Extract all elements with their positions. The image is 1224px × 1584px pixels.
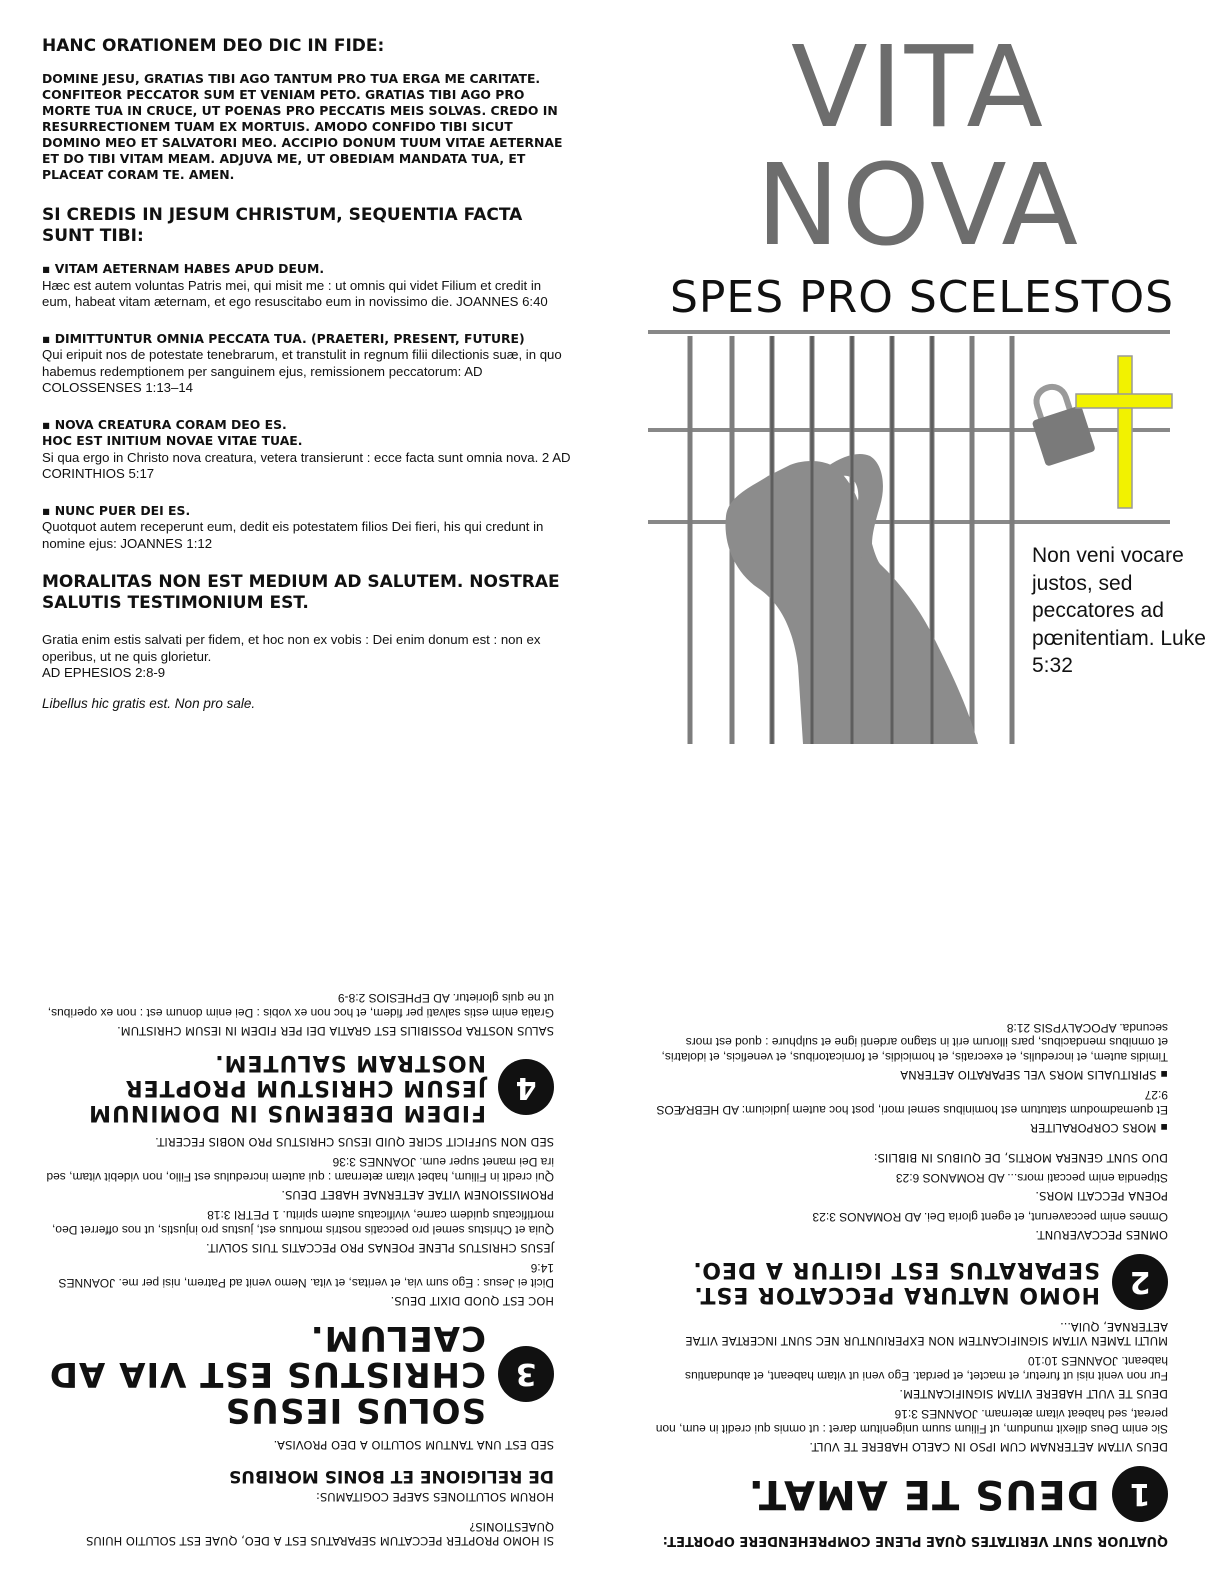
step-1-quote: Sic enim Deus dilexit mundum, ut Filium suum unigenitum daret : ut omnis qui credit in eum, non pereat, sed habeat vitam æternam. JOANNES 3:16 [655,1407,1168,1436]
step-3 [40,1320,554,1428]
fact-title: ▪ NOVA CREATURA CORAM DEO ES. HOC EST INITIUM NOVAE VITAE TUAE. [42,416,303,448]
fact-title: ▪ DIMITTUNTUR OMNIA PECCATA TUA. (PRAETERI, PRESENT, FUTURE) [42,330,525,346]
inner-panel-steps-3-4 [0,792,612,1584]
back-panel [0,0,612,792]
morality-quote-ref: AD EPHESIOS 2:8-9 [42,665,166,680]
cover-panel [612,0,1224,792]
fact-body: Hæc est autem voluntas Patris mei, qui misit me : ut omnis qui videt Filium et credit in eum, habeat vitam æternam, et ego resuscitabo eum in novissimo die. JOANNES 6:40 [42,277,548,309]
common-solutions-label: HORUM SOLUTIONES SAEPE COGITAMUS: [316,1490,554,1504]
fact-body: Si qua ergo in Christo nova creatura, vetera transierunt : ecce facta sunt omnia nova. 2 AD CORINTHIOS 5:17 [42,449,571,481]
step-number-badge: 3 [498,1346,554,1402]
step-2-point: ▪ MORS CORPORALITER [652,1121,1168,1135]
cover-title-line2: NOVA [755,141,1081,271]
step-2-point: OMNES PECCAVERUNT. [1035,1228,1168,1242]
step-4 [40,1050,554,1125]
fact-body: Quotquot autem receperunt eum, dedit eis potestatem filios Dei fieri, his qui credunt in nomine ejus: JOANNES 1:12 [42,519,544,551]
step-number-badge: 1 [1112,1466,1168,1522]
step-1-quote: Fur non venit nisi ut furetur, et mactet, et perdat. Ego veni ut vitam habeant, et abundantius habeant. JOANNES 10:10 [685,1354,1168,1383]
step-3-quote: Quia et Christus semel pro peccatis nostris mortuus est, justus pro injustis, ut nos offerret Deo, mortificatus quidem carne, vivificatus autem spiritu. 1 PETRI 3:18 [52,1208,554,1237]
fact-body: Qui eripuit nos de potestate tenebrarum, et transtulit in regnum filii dilectionis suæ, in quo habemus redemptionem per sanguinem ejus, remissionem peccatorum: AD COLOSSENSES 1:13–14 [42,347,562,395]
cover-subtitle: SPES PRO SCELESTOS [669,272,1175,323]
solution-question: SI HOMO PROPTER PECCATUM SEPARATUS EST A DEO, QUAE EST SOLUTIO HUIUS QUAESTIONIS? [86,1520,554,1548]
step-1-point: DEUS VITAM AETERNAM CUM IPSO IN CAELO HABERE TE VULT. [809,1440,1168,1454]
prison-horizontal-bars [648,332,1170,522]
step-4-point: SALUS NOSTRA POSSIBILIS EST GRATIA DEI PER FIDEM IN IESUM CHRISTUM. [117,1024,554,1038]
step-2-quote: Timidis autem, et incredulis, et execratis, et homicidis, et fornicatoribus, et veneficis, et idolatris, et omnibus mendacibus, pars illorum erit in stagno ardenti igne et sulphure : quod est mors secunda. APOCALYPSIS 21:8 [661,1021,1168,1064]
step-2-quote: Omnes enim peccaverunt, et egent gloria Dei. AD ROMANOS 3:23 [812,1210,1168,1224]
step-3-quote: Qui credit in Filium, habet vitam æternam : qui autem incredulus est Filio, non videbit vitam, sed ira Dei manet super eum. JOANNES 3:36 [46,1155,554,1184]
step-3-point: PROMISSIONEM VITAE AETERNAE HABET DEUS. [281,1188,554,1202]
morality-heading: MORALITAS NON EST MEDIUM AD SALUTEM. NOSTRAE SALUTIS TESTIMONIUM EST. [42,572,560,613]
step-2-quote: Et quemadmodum statutum est hominibus semel mori, post hoc autem judicium: AD HEBRÆOS 9:27 [656,1088,1168,1117]
prayer-text: DOMINE JESU, GRATIAS TIBI AGO TANTUM PRO TUA ERGA ME CARITATE. CONFITEOR PECCATOR SUM ET VENIAM PETO. GRATIAS TIBI AGO PRO MORTE TUA IN CRUCE, UT POENAS PRO PECCATIS MEIS SOLVAS. CREDO IN RESURRECTIONEM TUAM EX MORTUIS. AMODO CONFIDO TIBI SICUT DOMINO MEO ET SALVATORI MEO. ACCIPIO DONUM TUUM VITAE AETERNAE ET DO TIBI VITAM MEAM. ADJUVA ME, UT OBEDIAM MANDATA TUA, ET PLACEAT CORAM TE. AMEN. [42,71,563,182]
fact-item [42,417,572,483]
step-3-quote: Dicit ei Jesus : Ego sum via, et veritas, et vita. Nemo venit ad Patrem, nisi per me. JOANNES 14:6 [58,1261,554,1290]
step-2-point: ▪ SPIRITUALIS MORS VEL SEPARATIO AETERNA [652,1068,1168,1082]
religion-heading: DE RELIGIONE ET BONIS MORIBUS [228,1466,554,1486]
step-2-title: HOMO NATURA PECCATOR EST. SEPARATUS EST IGITUR A DEO. [692,1257,1100,1307]
step-3-point: JESUS CHRISTUS PLENE POENAS PRO PECCATIS TUIS SOLVIT. [206,1241,554,1255]
fact-title: ▪ VITAM AETERNAM HABES APUD DEUM. [42,261,325,276]
prison-illustration [648,326,1178,746]
fact-item [42,261,572,311]
step-2-quote: Stipendia enim peccati mors... AD ROMANOS 6:23 [895,1171,1168,1186]
step-2-point: DUO SUNT GENERA MORTIS, DE QUIBUS IN BIBLIIS: [873,1151,1168,1165]
step-1-title: DEUS TE AMAT. [747,1471,1100,1517]
step-4-title: FIDEM DEBEMUS IN DOMINUM JESUM CHRISTUM PROPTER NOSTRAM SALUTEM. [88,1050,486,1125]
four-truths-intro: QUATUOR SUNT VERITATES QUAE PLENE COMPREHENDERE OPORTET: [662,1533,1168,1548]
step-1 [652,1466,1168,1522]
free-note: Libellus hic gratis est. Non pro sale. [42,695,256,711]
padlock-icon [1023,379,1096,466]
step-1-point: DEUS TE VULT HABERE VITAM SIGNIFICANTEM. [899,1387,1168,1401]
step-3-point: HOC EST QUOD DIXIT DEUS. [390,1294,554,1308]
step-3-point: SED NON SUFFICIT SCIRE QUID IESUS CHRISTUS PRO NOBIS FECERIT. [155,1135,554,1149]
prayer-heading: HANC ORATIONEM DEO DIC IN FIDE: [42,36,385,56]
step-4-quote: Gratia enim estis salvati per fidem, et hoc non ex vobis : Dei enim donum est : non ex operibus, ut ne quis glorietur. AD EPHESIOS 2:8-9 [47,991,554,1020]
step-1-point: MULTI TAMEN VITAM SIGNIFICANTEM NON EXPERIUNTUR NEC SUNT INCERTAE VITAE AETERNAE, QUIA... [685,1320,1168,1348]
step-2-point: POENA PECCATI MORS. [1035,1189,1168,1204]
fact-item [42,503,572,553]
fact-item [42,331,572,397]
inner-panel-steps-1-2 [612,792,1224,1584]
morality-quote [42,632,572,682]
morality-quote-text: Gratia enim estis salvati per fidem, et hoc non ex vobis : Dei enim donum est : non ex operibus, ut ne quis glorietur. [42,632,541,664]
cover-title-line1: VITA [791,23,1045,153]
cover-quote: Non veni vocare justos, sed peccatores ad pœnitentiam. Luke 5:32 [1032,544,1206,677]
believe-heading: SI CREDIS IN JESUM CHRISTUM, SEQUENTIA FACTA SUNT TIBI: [42,205,523,246]
step-number-badge: 4 [498,1060,554,1116]
step-2 [652,1254,1168,1310]
fact-title: ▪ NUNC PUER DEI ES. [42,502,191,518]
one-solution-text: SED EST UNA TANTUM SOLUTIO A DEO PROVISA. [273,1438,554,1452]
step-number-badge: 2 [1112,1254,1168,1310]
step-3-title: SOLUS IESUS CHRISTUS EST VIA AD CAELUM. [48,1318,486,1430]
